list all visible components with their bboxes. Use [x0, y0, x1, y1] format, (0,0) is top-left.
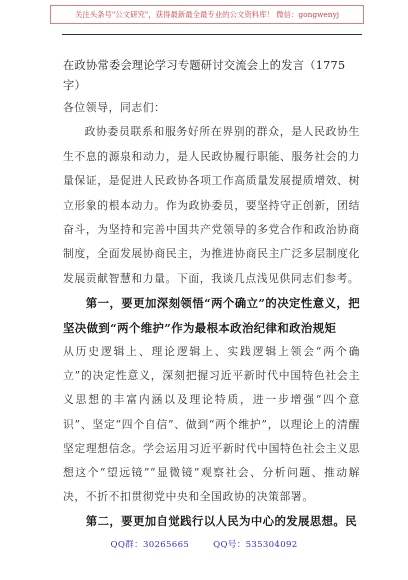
footer-contact	[0, 538, 408, 550]
footer-qq-group: QQ群：30265665	[110, 540, 190, 550]
promo-banner-text: 关注头条号"公文研究"，获得最新最全最专业的公文资料库！ 微信：gongwenyj	[74, 10, 340, 19]
document-body	[63, 56, 360, 534]
section-1-heading: 第一，要更加深刻领悟“两个确立”的决定性意义，把坚决做到“两个维护”作为最根本政治纪律和政治规矩	[63, 296, 360, 335]
footer-qq-number: QQ号：535304092	[213, 540, 298, 550]
greeting: 各位领导，同志们：	[63, 101, 166, 114]
section-1-body: 从历史逻辑上、理论逻辑上、实践逻辑上领会“两个确立”的决定性意义，深刻把握习近平新时代中国特色社会主义思想的丰富内涵以及理论特质，进一步增强“四个意识”、坚定“四个自信”、做到“两个维护”，以理论上的清醒坚定理想信念。学会运用习近平新时代中国特色社会主义思想这个“望远镜”“显微镜”观察社会、分析问题、推动解决，不折不扣贯彻党中央和全国政协的决策部署。	[63, 345, 360, 504]
section-2-heading: 第二，要更加自觉践行以人民为中心的发展思想。民	[85, 514, 357, 529]
document-title: 在政协常委会理论学习专题研讨交流会上的发言（1775字）	[63, 59, 346, 92]
header-divider	[62, 34, 362, 35]
promo-banner	[50, 5, 364, 24]
intro-paragraph: 政协委员联系和服务好所在界别的群众，是人民政协生生不息的源泉和动力，是人民政协履行职能、服务社会的力量保证，是促进人民政协各项工作高质量发展提质增效、树立形象的根本动力。作为政协委员，要坚持守正创新，团结奋斗，为坚持和完善中国共产党领导的多党合作和政治协商制度，全面发展协商民主，为推进协商民主广泛多层制度化发展贡献智慧和力量。下面，我谈几点浅见供同志们参考。	[63, 125, 360, 285]
